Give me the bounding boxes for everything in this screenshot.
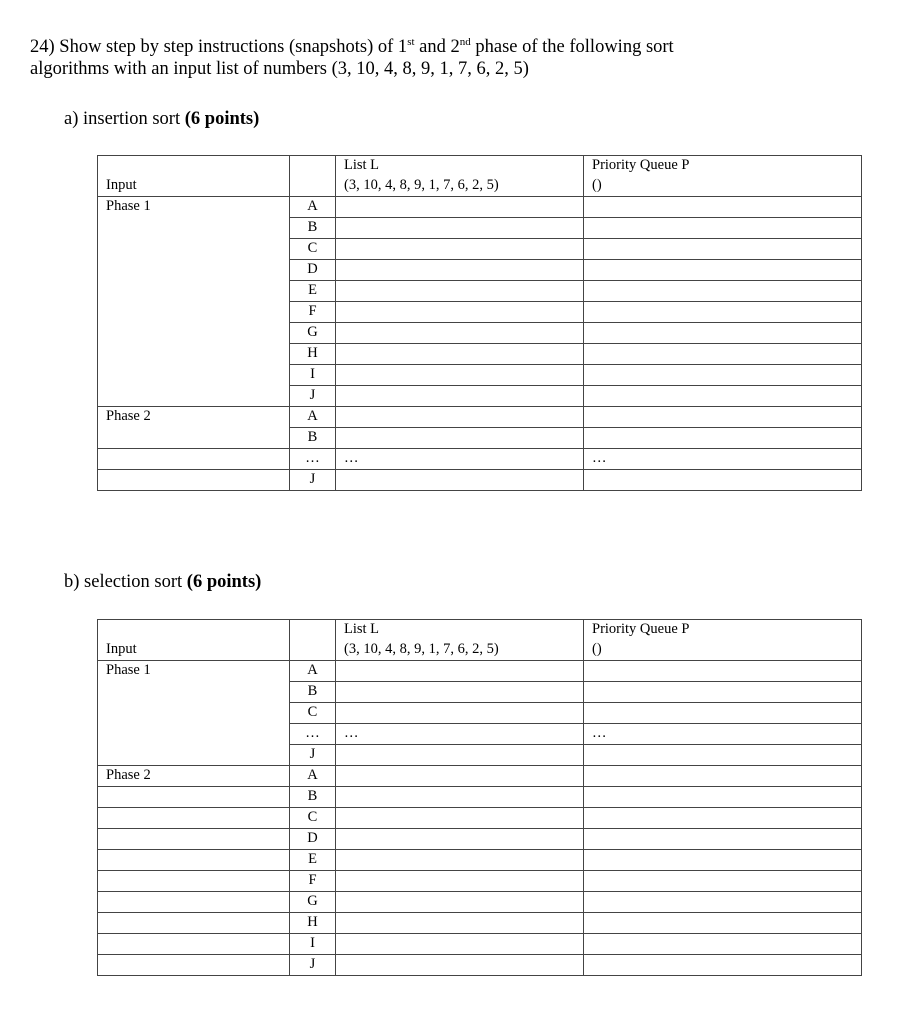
pq-cell[interactable] (584, 703, 862, 724)
step-letter: E (290, 281, 336, 302)
list-cell[interactable] (336, 850, 584, 871)
pq-cell[interactable] (584, 407, 862, 428)
part-a-heading: a) insertion sort (6 points) (64, 109, 260, 129)
list-cell[interactable] (336, 470, 584, 491)
insertion-sort-table (97, 155, 862, 491)
step-letter: B (290, 682, 336, 703)
list-cell[interactable] (336, 808, 584, 829)
question-line-1: 24) Show step by step instructions (snapshots) of 1st and 2nd phase of the following sort (30, 35, 674, 57)
pq-cell[interactable] (584, 302, 862, 323)
pq-cell[interactable] (584, 934, 862, 955)
list-cell[interactable] (336, 955, 584, 976)
ellipsis-pq: … (584, 449, 862, 470)
list-cell[interactable] (336, 703, 584, 724)
pq-cell[interactable] (584, 470, 862, 491)
pq-cell[interactable] (584, 239, 862, 260)
ellipsis-letter: … (290, 724, 336, 745)
step-letter: A (290, 661, 336, 682)
list-cell[interactable] (336, 428, 584, 449)
ellipsis-list: … (336, 724, 584, 745)
list-cell[interactable] (336, 766, 584, 787)
header-empty-cell (98, 156, 290, 177)
selection-sort-table (97, 619, 862, 976)
pq-cell[interactable] (584, 365, 862, 386)
list-cell[interactable] (336, 829, 584, 850)
step-letter: F (290, 871, 336, 892)
list-cell[interactable] (336, 871, 584, 892)
step-letter: G (290, 323, 336, 344)
step-letter: C (290, 808, 336, 829)
step-letter: C (290, 703, 336, 724)
pq-cell[interactable] (584, 428, 862, 449)
list-cell[interactable] (336, 323, 584, 344)
list-cell[interactable] (336, 260, 584, 281)
step-letter: A (290, 197, 336, 218)
step-letter: I (290, 365, 336, 386)
pq-cell[interactable] (584, 260, 862, 281)
phase-2-label: Phase 2 (98, 407, 290, 449)
pq-cell[interactable] (584, 871, 862, 892)
phase-1-label: Phase 1 (98, 197, 290, 407)
step-letter: H (290, 344, 336, 365)
ellipsis-pq: … (584, 724, 862, 745)
pq-cell[interactable] (584, 829, 862, 850)
list-cell[interactable] (336, 197, 584, 218)
list-cell[interactable] (336, 661, 584, 682)
pq-cell[interactable] (584, 913, 862, 934)
header-letter-cell (290, 156, 336, 177)
list-l-header: List L (336, 156, 584, 177)
pq-cell[interactable] (584, 197, 862, 218)
list-cell[interactable] (336, 407, 584, 428)
step-letter: B (290, 787, 336, 808)
priority-queue-header: Priority Queue P (584, 620, 862, 641)
list-cell[interactable] (336, 913, 584, 934)
step-letter: B (290, 428, 336, 449)
list-cell[interactable] (336, 365, 584, 386)
step-letter: J (290, 955, 336, 976)
step-letter: J (290, 470, 336, 491)
step-letter: A (290, 407, 336, 428)
input-label: Input (98, 176, 290, 197)
list-cell[interactable] (336, 344, 584, 365)
list-cell[interactable] (336, 934, 584, 955)
pq-cell[interactable] (584, 892, 862, 913)
list-cell[interactable] (336, 892, 584, 913)
step-letter: J (290, 386, 336, 407)
step-letter: D (290, 829, 336, 850)
pq-cell[interactable] (584, 281, 862, 302)
ellipsis-list: … (336, 449, 584, 470)
list-cell[interactable] (336, 682, 584, 703)
list-cell[interactable] (336, 386, 584, 407)
pq-cell[interactable] (584, 218, 862, 239)
phase-1-label: Phase 1 (98, 661, 290, 766)
pq-cell[interactable] (584, 955, 862, 976)
pq-cell[interactable] (584, 787, 862, 808)
pq-cell[interactable] (584, 808, 862, 829)
list-cell[interactable] (336, 787, 584, 808)
input-pq-value: () (584, 176, 862, 197)
pq-cell[interactable] (584, 682, 862, 703)
phase-2-label: Phase 2 (98, 766, 290, 787)
part-b-heading: b) selection sort (6 points) (64, 572, 262, 592)
step-letter: B (290, 218, 336, 239)
pq-cell[interactable] (584, 386, 862, 407)
header-letter-cell (290, 620, 336, 641)
pq-cell[interactable] (584, 745, 862, 766)
priority-queue-header: Priority Queue P (584, 156, 862, 177)
question-line-2: algorithms with an input list of numbers (3, 10, 4, 8, 9, 1, 7, 6, 2, 5) (30, 59, 529, 79)
step-letter: I (290, 934, 336, 955)
step-letter: G (290, 892, 336, 913)
pq-cell[interactable] (584, 344, 862, 365)
pq-cell[interactable] (584, 850, 862, 871)
step-letter: C (290, 239, 336, 260)
list-cell[interactable] (336, 218, 584, 239)
input-pq-value: () (584, 640, 862, 661)
ellipsis-letter: … (290, 449, 336, 470)
pq-cell[interactable] (584, 661, 862, 682)
step-letter: H (290, 913, 336, 934)
input-label: Input (98, 640, 290, 661)
step-letter: F (290, 302, 336, 323)
step-letter: J (290, 745, 336, 766)
list-cell[interactable] (336, 281, 584, 302)
list-cell[interactable] (336, 302, 584, 323)
step-letter: E (290, 850, 336, 871)
step-letter: D (290, 260, 336, 281)
input-list-value: (3, 10, 4, 8, 9, 1, 7, 6, 2, 5) (336, 640, 584, 661)
pq-cell[interactable] (584, 323, 862, 344)
pq-cell[interactable] (584, 766, 862, 787)
step-letter: A (290, 766, 336, 787)
header-empty-cell (98, 620, 290, 641)
input-list-value: (3, 10, 4, 8, 9, 1, 7, 6, 2, 5) (336, 176, 584, 197)
list-l-header: List L (336, 620, 584, 641)
list-cell[interactable] (336, 745, 584, 766)
list-cell[interactable] (336, 239, 584, 260)
